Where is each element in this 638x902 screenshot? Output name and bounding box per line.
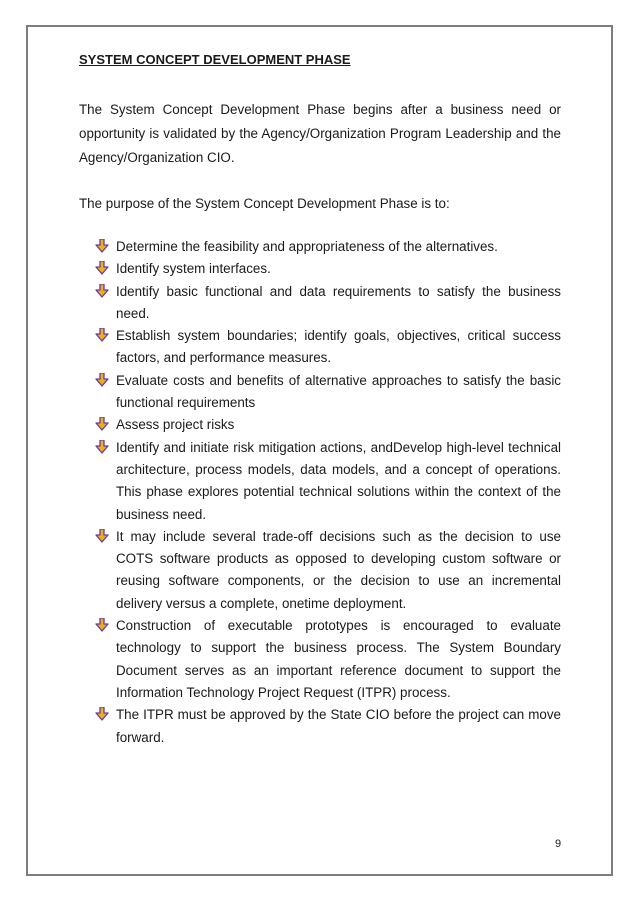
list-item-text: Identify system interfaces.: [116, 261, 271, 277]
list-item: [79, 704, 561, 749]
page-content: [79, 52, 561, 749]
list-item: [79, 281, 561, 326]
list-item-text: The ITPR must be approved by the State CIO before the project can move forward.: [116, 707, 561, 745]
purpose-list: [79, 236, 561, 749]
arrow-down-icon: [95, 440, 109, 454]
list-item: [79, 437, 561, 526]
list-item: [79, 258, 561, 280]
list-item-text: Determine the feasibility and appropriateness of the alternatives.: [116, 239, 498, 254]
arrow-down-icon: [95, 707, 109, 721]
list-item: [79, 414, 561, 436]
arrow-down-icon: [95, 261, 109, 275]
list-item: [79, 526, 561, 615]
arrow-down-icon: [95, 239, 109, 253]
list-item: [79, 615, 561, 704]
arrow-down-icon: [95, 284, 109, 298]
arrow-down-icon: [95, 328, 109, 342]
list-item-text: Identify basic functional and data requirements to satisfy the business need.: [116, 283, 561, 321]
arrow-down-icon: [95, 373, 109, 387]
list-item-text: Evaluate costs and benefits of alternative approaches to satisfy the basic functional requirements: [116, 372, 561, 411]
list-item: [79, 370, 561, 415]
intro-paragraph: The System Concept Development Phase begins after a business need or opportunity is validated by the Agency/Organization Program Leadership and the Agency/Organization CIO.: [79, 102, 561, 165]
purpose-paragraph: The purpose of the System Concept Development Phase is to:: [79, 196, 450, 211]
list-item-text: Identify and initiate risk mitigation actions, andDevelop high-level technical architecture, process models, data models, and a concept of operations. This phase explores potential technical solutions within the context of the business need.: [116, 439, 561, 522]
list-item: [79, 236, 561, 258]
arrow-down-icon: [95, 417, 109, 431]
arrow-down-icon: [95, 529, 109, 543]
list-item-text: Construction of executable prototypes is encouraged to evaluate technology to support the business process. The System Boundary Document serves as an important reference document to support the Information Technology Project Request (ITPR) process.: [116, 618, 561, 700]
list-item: [79, 325, 561, 370]
list-item-text: Establish system boundaries; identify goals, objectives, critical success factors, and performance measures.: [116, 328, 561, 366]
list-item-text: It may include several trade-off decisions such as the decision to use COTS software products as opposed to developing custom software or reusing software components, or the decision to use an incremental delivery versus a complete, onetime deployment.: [116, 528, 561, 611]
page-number: 9: [554, 838, 562, 850]
arrow-down-icon: [95, 618, 109, 632]
section-heading: SYSTEM CONCEPT DEVELOPMENT PHASE: [79, 52, 351, 67]
list-item-text: Assess project risks: [116, 417, 235, 433]
